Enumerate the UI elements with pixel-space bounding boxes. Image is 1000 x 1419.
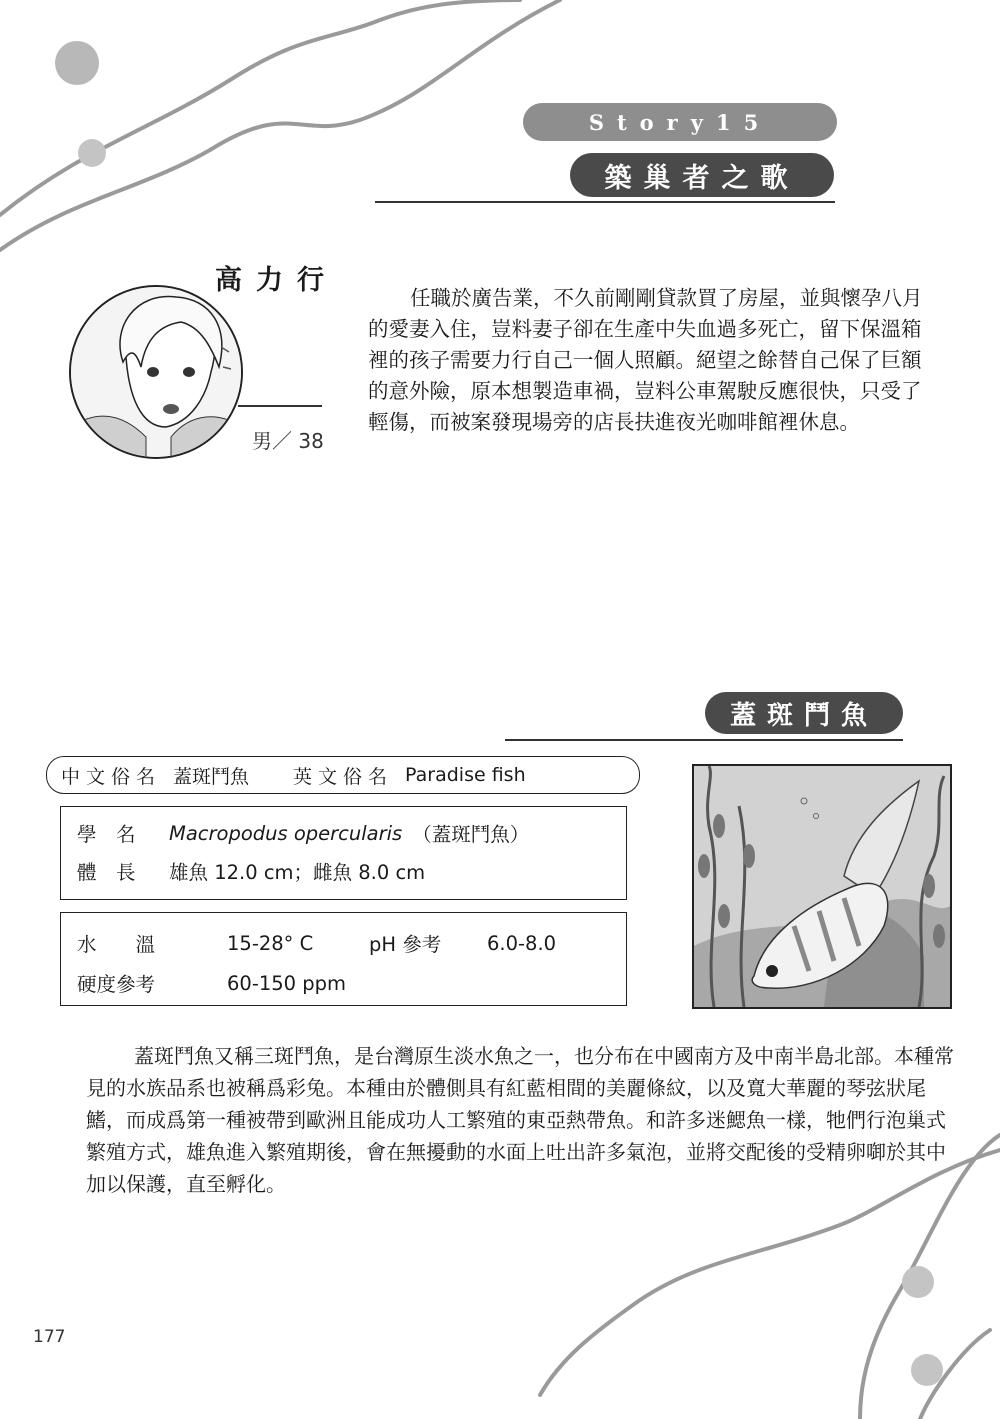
fish-description: 蓋斑鬥魚又稱三斑鬥魚，是台灣原生淡水魚之一，也分布在中國南方及中南半島北部。本種常見的水族品系也被稱爲彩兔。本種由於體側具有紅藍相間的美麗條紋，以及寬大華麗的琴弦狀尾鰭，而成爲第一種被帶到歐洲且能成功人工繁殖的東亞熱帶魚。和許多迷鰓魚一樣，牠們行泡巢式繁殖方式，雄魚進入繁殖期後，會在無擾動的水面上吐出許多氣泡，並將交配後的受精卵啣於其中加以保護，直至孵化。 bbox=[86, 1044, 954, 1196]
page-number: 177 bbox=[33, 1327, 66, 1347]
story-title: 築巢者之歌 bbox=[570, 153, 834, 197]
fish-names-box bbox=[46, 756, 640, 794]
portrait-illustration bbox=[71, 287, 241, 457]
story-label: Story15 bbox=[523, 103, 837, 141]
body-length-value: 雄魚 12.0 cm；雌魚 8.0 cm bbox=[169, 861, 426, 884]
character-portrait bbox=[69, 285, 243, 459]
title-divider bbox=[375, 201, 835, 203]
scientific-name-value: Macropodus opercularis bbox=[169, 821, 403, 845]
en-name-value: Paradise fish bbox=[405, 764, 526, 786]
body-length-label: 體 長 bbox=[77, 861, 136, 884]
character-underline bbox=[238, 405, 322, 407]
cn-name-value: 蓋斑鬥魚 bbox=[173, 765, 250, 788]
temperature-value: 15-28° C bbox=[227, 931, 314, 955]
fish-picture bbox=[694, 766, 950, 1007]
taxonomy-box bbox=[60, 806, 627, 900]
ph-value: 6.0-8.0 bbox=[487, 931, 557, 955]
cn-name-label: 中文俗名 bbox=[61, 765, 162, 788]
temperature-label: 水 溫 bbox=[77, 933, 156, 956]
water-conditions-box bbox=[60, 912, 627, 1006]
scientific-name-label: 學 名 bbox=[77, 823, 136, 846]
paradise-fish-illustration bbox=[692, 764, 952, 1009]
character-description: 任職於廣告業，不久前剛剛貸款買了房屋，並與懷孕八月的愛妻入住，豈料妻子卻在生產中失血過多死亡，留下保溫箱裡的孩子需要力行自己一個人照顧。絕望之餘替自己保了巨額的意外險，原本想製造車禍，豈料公車駕駛反應很快，只受了輕傷，而被案發現場旁的店長扶進夜光咖啡館裡休息。 bbox=[368, 286, 923, 434]
hardness-value: 60-150 ppm bbox=[227, 971, 347, 995]
hardness-label: 硬度參考 bbox=[77, 973, 156, 996]
fish-divider bbox=[505, 739, 903, 741]
ph-label: pH 參考 bbox=[369, 933, 442, 956]
character-name: 高力行 bbox=[215, 265, 338, 296]
character-gender-age: 男／ 38 bbox=[252, 429, 324, 453]
en-name-label: 英文俗名 bbox=[293, 765, 394, 788]
fish-title: 蓋斑鬥魚 bbox=[705, 692, 903, 734]
scientific-name-note: （蓋斑鬥魚） bbox=[412, 823, 530, 846]
